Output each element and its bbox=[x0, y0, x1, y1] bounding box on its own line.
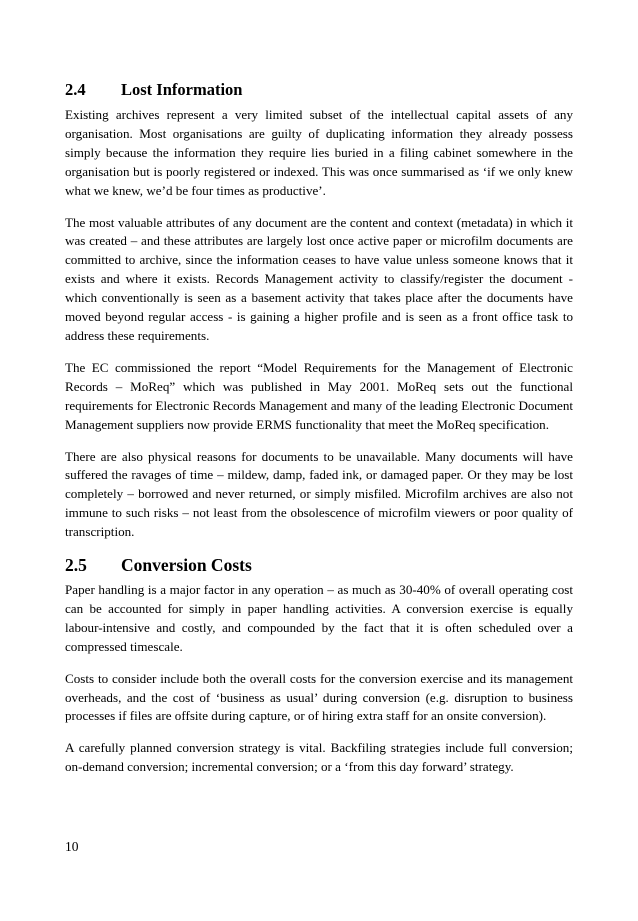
paragraph: There are also physical reasons for documents to be unavailable. Many documents will have suffered the ravages of time – mildew, damp, faded ink, or damaged paper. Or they may be lost completely – borrowed and never returned, or simply misfiled. Microfilm archives are also not immune to such risks – not least from the obsolescence of microfilm viewers or poor quality of transcription. bbox=[65, 448, 573, 540]
paragraph: A carefully planned conversion strategy is vital. Backfiling strategies include full conversion; on-demand conversion; incremental conversion; or a ‘from this day forward’ strategy. bbox=[65, 740, 573, 775]
paragraph: Existing archives represent a very limited subset of the intellectual capital assets of any organisation. Most organisations are guilty of duplicating information they already possess simply because the information they require lies buried in a filing cabinet somewhere in the organisation but is poorly registered or indexed. This was once summarised as ‘if we only knew what we knew, we’d be four times as productive’. bbox=[65, 107, 573, 198]
section-heading-lost-information bbox=[65, 80, 573, 100]
paragraph: Costs to consider include both the overall costs for the conversion exercise and its management overheads, and the cost of ‘business as usual’ during conversion (e.g. disruption to business processes if files are offsite during capture, or of hiring extra staff for an onsite conversion). bbox=[65, 670, 573, 724]
section-title: Lost Information bbox=[121, 80, 243, 99]
section-title: Conversion Costs bbox=[121, 555, 252, 576]
section-number: 2.5 bbox=[65, 555, 87, 576]
paragraph: The EC commissioned the report “Model Requirements for the Management of Electronic Records – MoReq” which was published in May 2001. MoReq sets out the functional requirements for Electronic Records Management and many of the leading Electronic Document Management suppliers now provide ERMS functionality that meet the MoReq specification. bbox=[65, 359, 573, 432]
section-heading-conversion-costs bbox=[65, 555, 573, 575]
paragraph: Paper handling is a major factor in any operation – as much as 30-40% of overall operating cost can be accounted for simply in paper handling activities. A conversion exercise is equally labour-intensive and costly, and compounded by the fact that it is often scheduled over a compressed timescale. bbox=[65, 582, 573, 654]
page-number: 10 bbox=[65, 839, 79, 854]
paragraph: The most valuable attributes of any document are the content and context (metadata) in which it was created – and these attributes are largely lost once active paper or microfilm documents are committed to archive, since the information ceases to have value unless someone knows that it exists and where it exists. Records Management activity to classify/register the document - which conventionally is seen as a basement activity that takes place after the documents have moved beyond regular access - is gaining a higher profile and is seen as a front office task to address these requirements. bbox=[65, 214, 573, 343]
section-number: 2.4 bbox=[65, 80, 86, 99]
page-content bbox=[65, 80, 573, 790]
